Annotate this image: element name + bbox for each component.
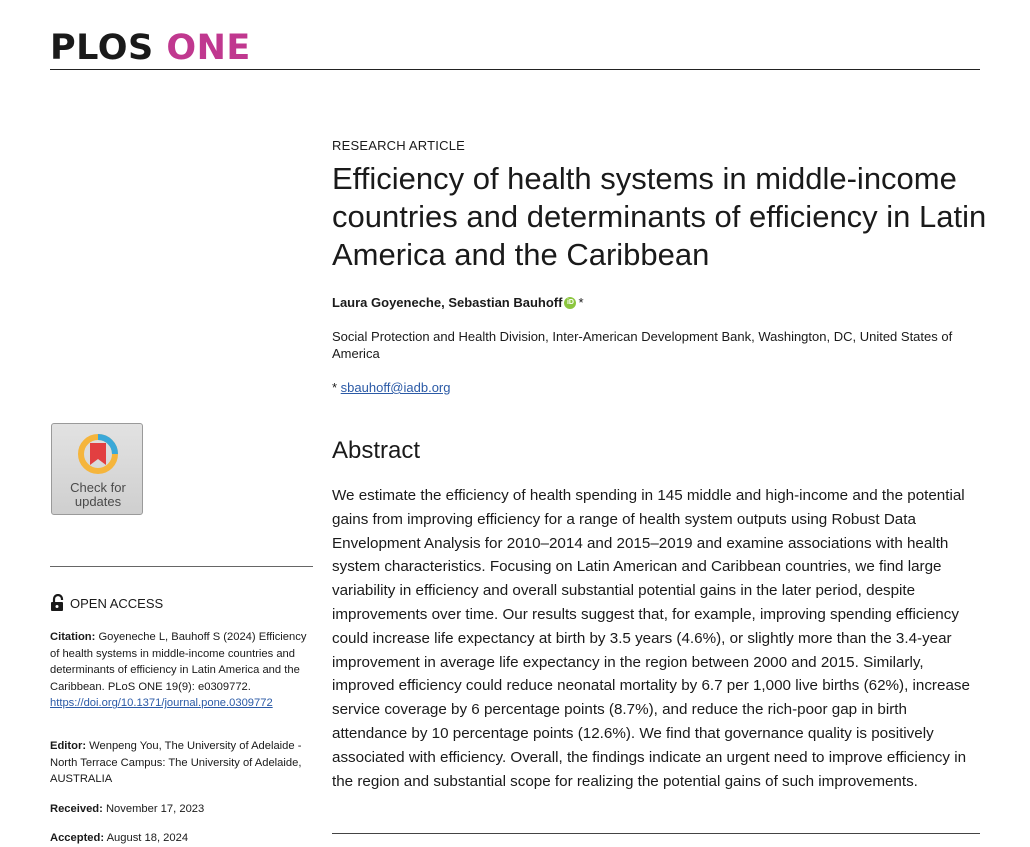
citation-text: Goyeneche L, Bauhoff S (2024) Efficiency of health systems in middle-income countries and determinants of efficiency in Latin America and the Caribbean. PLoS ONE 19(9): e0309772. [50,631,307,693]
citation-doi-link[interactable]: https://doi.org/10.1371/journal.pone.0309772 [50,697,273,710]
editor-text: Wenpeng You, The University of Adelaide - North Terrace Campus: The University of Adelaide, AUSTRALIA [50,740,302,786]
badge-line-2: updates [74,494,122,509]
editor-label: Editor: [50,740,87,752]
open-lock-icon [50,594,66,612]
correspondence [332,380,451,395]
orcid-icon[interactable]: iD [564,297,576,309]
received-text: November 17, 2023 [102,803,205,815]
abstract-divider [332,833,980,834]
corresponding-asterisk: * [578,295,584,310]
open-access [50,594,163,612]
affiliation: Social Protection and Health Division, Inter-American Development Bank, Washington, DC, United States of America [332,329,953,361]
header-divider [50,69,980,70]
accepted-text: August 18, 2024 [104,832,189,844]
citation [50,629,315,712]
sidebar-divider [50,566,313,567]
accepted-label: Accepted: [50,832,105,844]
logo-one: ONE [166,28,251,68]
article-type: RESEARCH ARTICLE [332,138,465,153]
author-list [332,295,584,310]
check-for-updates-badge[interactable] [51,423,143,515]
citation-label: Citation: [50,631,96,643]
badge-line-1: Check for [70,480,126,495]
abstract-heading: Abstract [332,437,421,464]
received-date [50,801,315,818]
open-access-label: OPEN ACCESS [70,595,164,611]
badge-label [52,481,144,509]
abstract-text: We estimate the efficiency of health spending in 145 middle and high-income and the potential gains from improving efficiency for a range of health system outputs using Robust Data Envelopment Analysis for 2010–2014 and 2015–2019 and examine associations with health system characteristics. Focusing on Latin American and Caribbean countries, we find large variability in efficiency and overall substantial potential gains in the later period, despite improvements over time. Our results suggest that, for example, improving spending efficiency could increase life expectancy at birth by 3.5 years (4.6%), or slightly more than the 3.4-year improvement in average life expectancy in the region between 2000 and 2015. Similarly, improved efficiency could reduce neonatal mortality by 6.7 per 1,000 live births (62%), increase service coverage by 6 percentage points (8.7%), and reduce the rich-poor gap in birth attendance by 10 percentage points (12.6%). We find that governance quality is positively associated with efficiency. Overall, the findings indicate an urgent need to improve efficiency in the region and substantial scope for realizing the potential gains of such improvements. [332,487,970,790]
correspondence-prefix: * [332,380,341,395]
accepted-date [50,830,315,847]
author-names: Laura Goyeneche, Sebastian Bauhoff [332,295,563,310]
email-link[interactable]: sbauhoff@iadb.org [340,380,451,395]
crossmark-icon [75,431,121,477]
article-title: Efficiency of health systems in middle-income countries and determinants of efficiency in Latin America and the Caribbean [332,161,987,272]
editor [50,738,315,788]
logo-plos: PLOS [50,28,154,68]
journal-logo[interactable] [50,28,251,68]
received-label: Received: [50,803,103,815]
